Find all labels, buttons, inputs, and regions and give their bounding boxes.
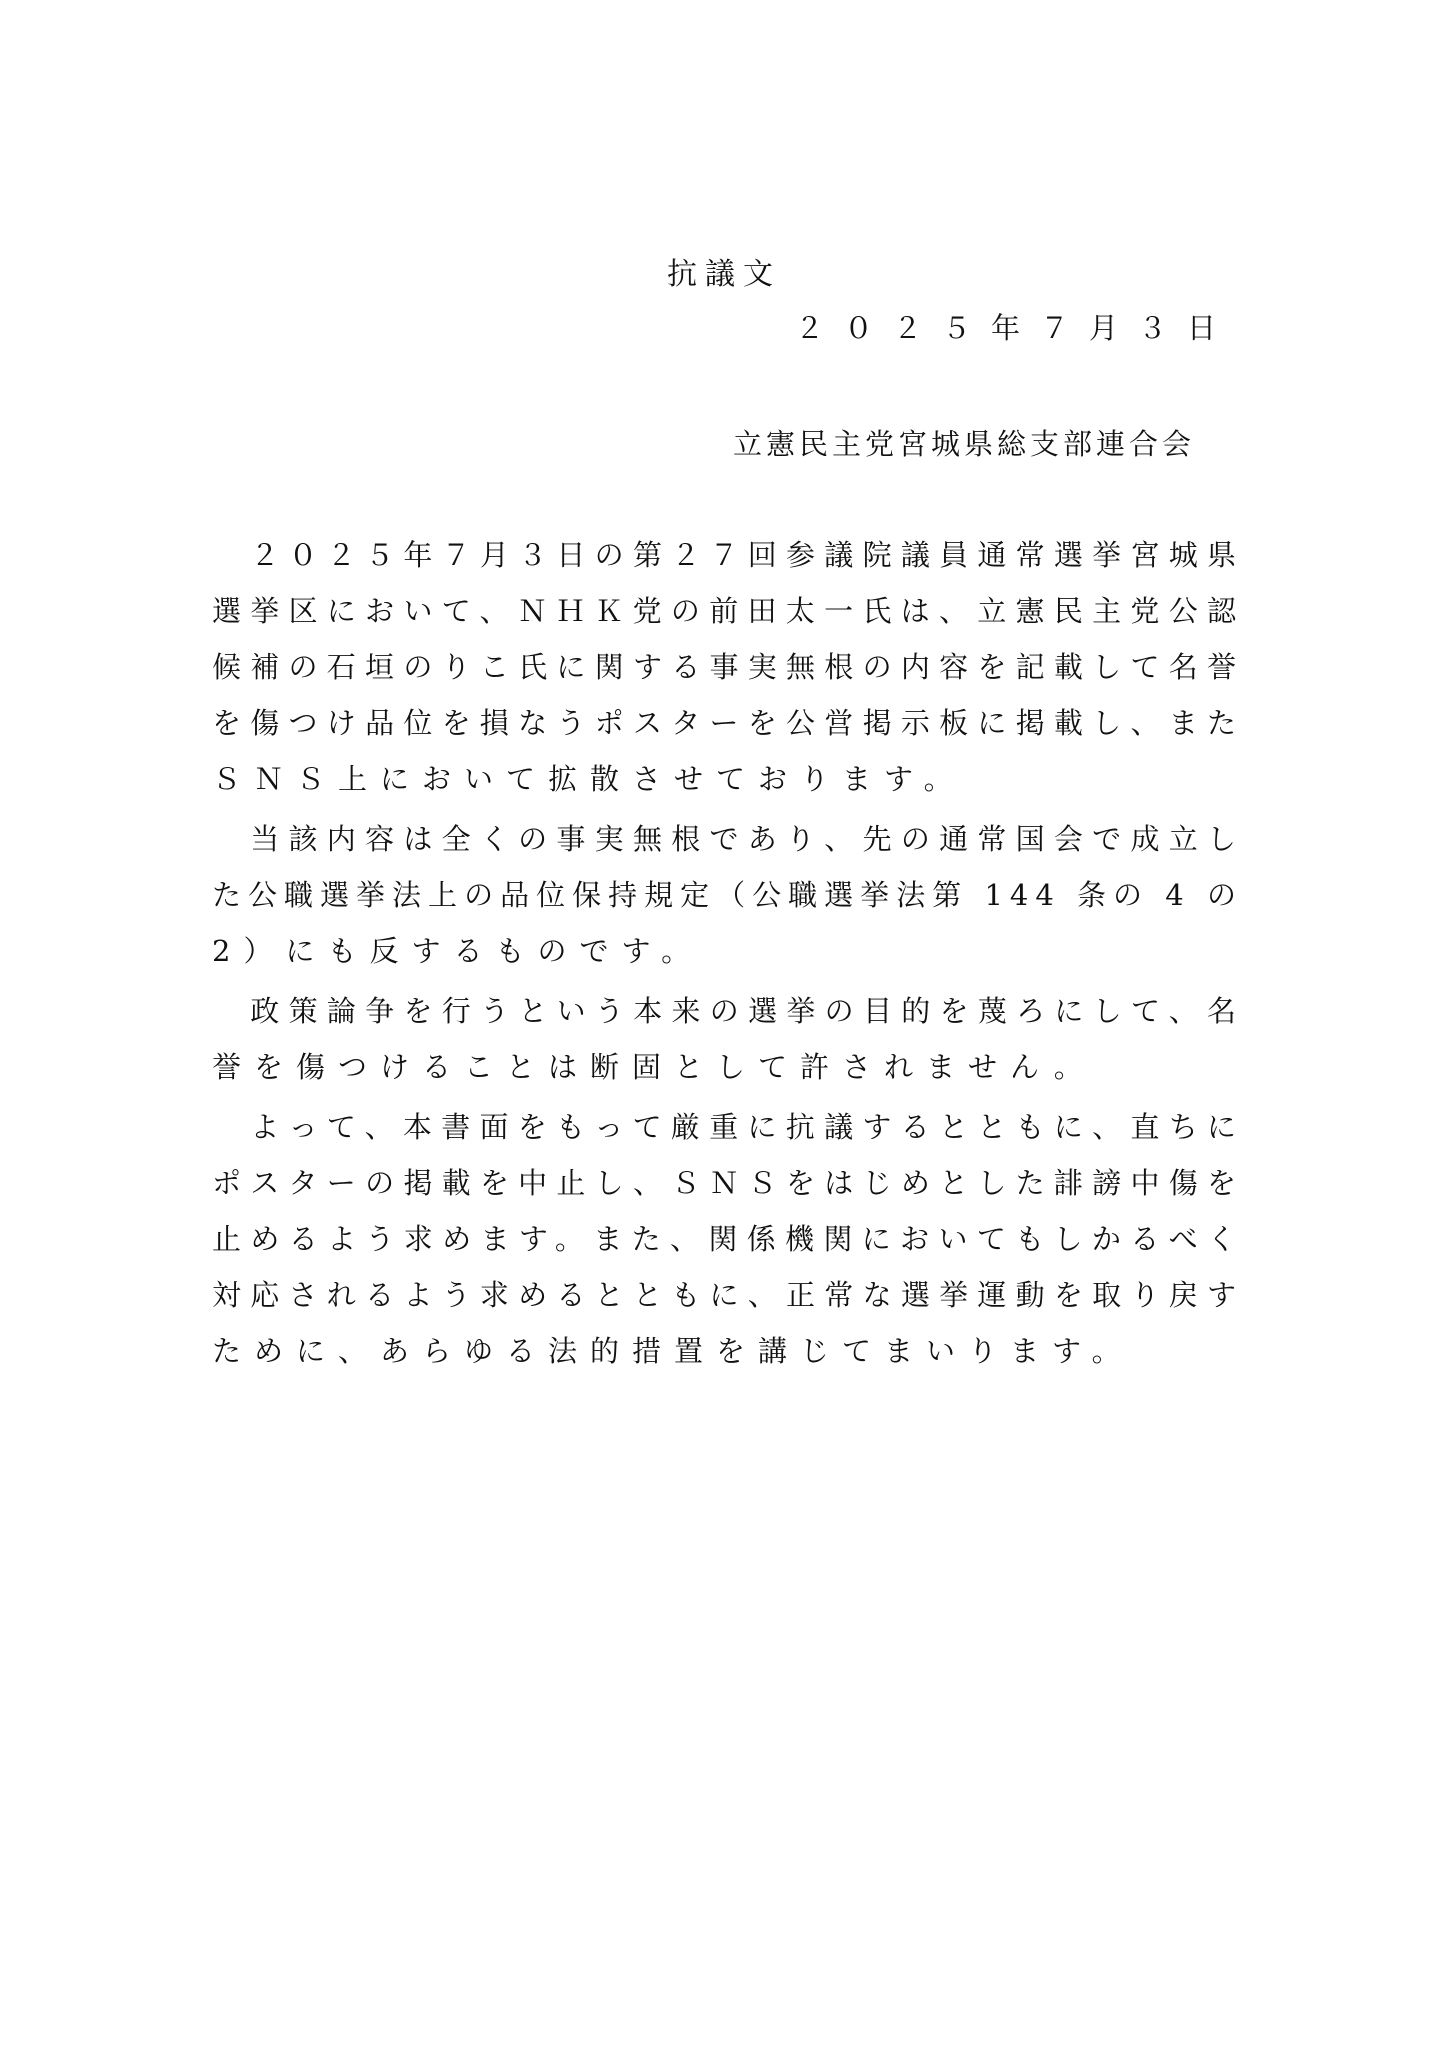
body-line: 当該内容は全くの事実無根であり、先の通常国会で成立し — [212, 822, 1246, 856]
body-line: よって、本書面をもって厳重に抗議するとともに、直ちに — [212, 1110, 1246, 1144]
body-line: 2）にも反するものです。 — [212, 934, 704, 968]
body-line: 止めるよう求めます。また、関係機関においてもしかるべく — [212, 1222, 1246, 1256]
body-line: 対応されるよう求めるとともに、正常な選挙運動を取り戻す — [212, 1278, 1246, 1312]
body-line: ために、あらゆる法的措置を講じてまいります。 — [212, 1334, 1134, 1368]
document-author: 立憲民主党宮城県総支部連合会 — [732, 427, 1195, 461]
body-line: 政策論争を行うという本来の選挙の目的を蔑ろにして、名 — [212, 994, 1246, 1028]
body-line: た公職選挙法上の品位保持規定（公職選挙法第 144 条の 4 の — [212, 878, 1243, 912]
document-title: 抗議文 — [667, 257, 781, 292]
body-line: ポスターの掲載を中止し、ＳＮＳをはじめとした誹謗中傷を — [212, 1166, 1246, 1200]
body-line: ＳＮＳ上において拡散させております。 — [212, 762, 966, 796]
body-line: 選挙区において、ＮＨＫ党の前田太一氏は、立憲民主党公認 — [212, 594, 1246, 628]
document-date: ２０２５年７月３日 — [794, 311, 1236, 345]
body-line: を傷つけ品位を損なうポスターを公営掲示板に掲載し、また — [212, 706, 1246, 740]
body-line: 候補の石垣のりこ氏に関する事実無根の内容を記載して名誉 — [212, 650, 1246, 684]
body-line: 誉を傷つけることは断固として許されません。 — [212, 1050, 1096, 1084]
body-line: ２０２５年７月３日の第２７回参議院議員通常選挙宮城県 — [212, 538, 1246, 572]
